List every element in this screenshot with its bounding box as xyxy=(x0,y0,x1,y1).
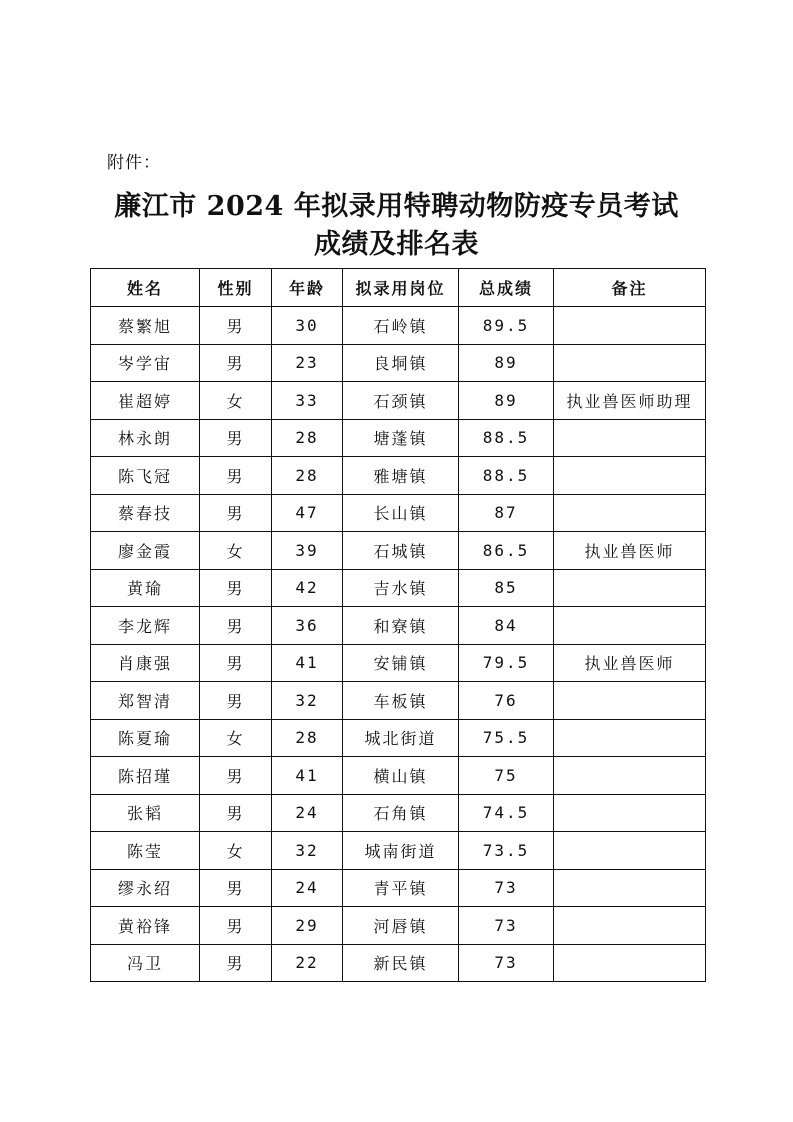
table-row xyxy=(91,457,706,495)
cell-gender: 女 xyxy=(200,719,272,757)
cell-post: 和寮镇 xyxy=(343,607,459,645)
cell-post: 雅塘镇 xyxy=(343,457,459,495)
table-row xyxy=(91,719,706,757)
cell-score: 88.5 xyxy=(459,419,554,457)
cell-note: 执业兽医师助理 xyxy=(554,382,706,420)
cell-score: 73.5 xyxy=(459,832,554,870)
cell-note xyxy=(554,794,706,832)
cell-note xyxy=(554,607,706,645)
cell-age: 24 xyxy=(272,794,343,832)
cell-gender: 女 xyxy=(200,382,272,420)
cell-note xyxy=(554,719,706,757)
cell-gender: 男 xyxy=(200,457,272,495)
cell-score: 76 xyxy=(459,682,554,720)
document-title-line1: 廉江市 2024 年拟录用特聘动物防疫专员考试 xyxy=(114,191,679,222)
attachment-label: 附件： xyxy=(107,153,161,173)
cell-age: 22 xyxy=(272,944,343,982)
cell-score: 87 xyxy=(459,494,554,532)
cell-note xyxy=(554,907,706,945)
cell-name: 李龙辉 xyxy=(91,607,200,645)
table-row xyxy=(91,907,706,945)
cell-age: 30 xyxy=(272,307,343,345)
document-title-line2: 成绩及排名表 xyxy=(314,229,479,260)
cell-post: 长山镇 xyxy=(343,494,459,532)
cell-gender: 男 xyxy=(200,644,272,682)
cell-name: 黄裕锋 xyxy=(91,907,200,945)
cell-note xyxy=(554,869,706,907)
cell-note xyxy=(554,944,706,982)
cell-age: 28 xyxy=(272,419,343,457)
cell-gender: 男 xyxy=(200,757,272,795)
cell-age: 41 xyxy=(272,644,343,682)
cell-name: 陈莹 xyxy=(91,832,200,870)
cell-gender: 男 xyxy=(200,307,272,345)
cell-post: 车板镇 xyxy=(343,682,459,720)
cell-name: 缪永绍 xyxy=(91,869,200,907)
cell-name: 张韬 xyxy=(91,794,200,832)
cell-name: 冯卫 xyxy=(91,944,200,982)
cell-age: 33 xyxy=(272,382,343,420)
cell-post: 石城镇 xyxy=(343,532,459,570)
cell-post: 河唇镇 xyxy=(343,907,459,945)
cell-name: 陈招瑾 xyxy=(91,757,200,795)
cell-note xyxy=(554,494,706,532)
cell-note xyxy=(554,419,706,457)
cell-post: 安铺镇 xyxy=(343,644,459,682)
cell-gender: 男 xyxy=(200,794,272,832)
cell-post: 青平镇 xyxy=(343,869,459,907)
cell-post: 城北街道 xyxy=(343,719,459,757)
cell-age: 39 xyxy=(272,532,343,570)
column-header-age: 年龄 xyxy=(272,269,343,307)
cell-name: 黄瑜 xyxy=(91,569,200,607)
cell-note xyxy=(554,344,706,382)
cell-name: 蔡繁旭 xyxy=(91,307,200,345)
cell-gender: 男 xyxy=(200,682,272,720)
column-header-score: 总成绩 xyxy=(459,269,554,307)
table-row xyxy=(91,644,706,682)
cell-gender: 男 xyxy=(200,419,272,457)
column-header-note: 备注 xyxy=(554,269,706,307)
cell-score: 89.5 xyxy=(459,307,554,345)
cell-name: 崔超婷 xyxy=(91,382,200,420)
cell-gender: 女 xyxy=(200,832,272,870)
cell-score: 88.5 xyxy=(459,457,554,495)
table-row xyxy=(91,532,706,570)
table-row xyxy=(91,757,706,795)
cell-gender: 男 xyxy=(200,869,272,907)
cell-gender: 男 xyxy=(200,944,272,982)
score-ranking-table xyxy=(90,268,706,982)
cell-note xyxy=(554,569,706,607)
cell-name: 肖康强 xyxy=(91,644,200,682)
cell-gender: 女 xyxy=(200,532,272,570)
cell-post: 石角镇 xyxy=(343,794,459,832)
cell-name: 陈飞冠 xyxy=(91,457,200,495)
cell-post: 新民镇 xyxy=(343,944,459,982)
column-header-name: 姓名 xyxy=(91,269,200,307)
cell-name: 林永朗 xyxy=(91,419,200,457)
cell-post: 良垌镇 xyxy=(343,344,459,382)
cell-age: 32 xyxy=(272,682,343,720)
table-row xyxy=(91,607,706,645)
cell-note xyxy=(554,832,706,870)
table-row xyxy=(91,869,706,907)
cell-score: 86.5 xyxy=(459,532,554,570)
cell-age: 28 xyxy=(272,457,343,495)
cell-post: 石颈镇 xyxy=(343,382,459,420)
cell-post: 横山镇 xyxy=(343,757,459,795)
cell-gender: 男 xyxy=(200,607,272,645)
column-header-post: 拟录用岗位 xyxy=(343,269,459,307)
table-row xyxy=(91,344,706,382)
cell-age: 42 xyxy=(272,569,343,607)
cell-note xyxy=(554,457,706,495)
cell-score: 89 xyxy=(459,344,554,382)
cell-score: 73 xyxy=(459,907,554,945)
table-row xyxy=(91,682,706,720)
cell-post: 吉水镇 xyxy=(343,569,459,607)
cell-age: 23 xyxy=(272,344,343,382)
table-row xyxy=(91,832,706,870)
cell-age: 47 xyxy=(272,494,343,532)
table-row xyxy=(91,794,706,832)
table-row xyxy=(91,944,706,982)
cell-name: 蔡春技 xyxy=(91,494,200,532)
cell-name: 郑智清 xyxy=(91,682,200,720)
column-header-gender: 性别 xyxy=(200,269,272,307)
cell-score: 73 xyxy=(459,944,554,982)
cell-score: 74.5 xyxy=(459,794,554,832)
cell-age: 24 xyxy=(272,869,343,907)
cell-age: 41 xyxy=(272,757,343,795)
cell-gender: 男 xyxy=(200,494,272,532)
cell-note xyxy=(554,757,706,795)
cell-age: 32 xyxy=(272,832,343,870)
cell-note: 执业兽医师 xyxy=(554,532,706,570)
cell-note: 执业兽医师 xyxy=(554,644,706,682)
cell-gender: 男 xyxy=(200,569,272,607)
table-row xyxy=(91,382,706,420)
cell-note xyxy=(554,307,706,345)
table-row xyxy=(91,494,706,532)
cell-score: 75.5 xyxy=(459,719,554,757)
table-row xyxy=(91,419,706,457)
cell-age: 28 xyxy=(272,719,343,757)
cell-score: 89 xyxy=(459,382,554,420)
cell-age: 36 xyxy=(272,607,343,645)
cell-name: 岑学宙 xyxy=(91,344,200,382)
table-row xyxy=(91,569,706,607)
table-header-row xyxy=(91,269,706,307)
cell-score: 79.5 xyxy=(459,644,554,682)
cell-age: 29 xyxy=(272,907,343,945)
cell-name: 廖金霞 xyxy=(91,532,200,570)
cell-post: 塘蓬镇 xyxy=(343,419,459,457)
cell-score: 85 xyxy=(459,569,554,607)
cell-note xyxy=(554,682,706,720)
cell-gender: 男 xyxy=(200,907,272,945)
cell-score: 84 xyxy=(459,607,554,645)
cell-name: 陈夏瑜 xyxy=(91,719,200,757)
cell-gender: 男 xyxy=(200,344,272,382)
cell-score: 73 xyxy=(459,869,554,907)
cell-post: 石岭镇 xyxy=(343,307,459,345)
table-row xyxy=(91,307,706,345)
cell-score: 75 xyxy=(459,757,554,795)
cell-post: 城南街道 xyxy=(343,832,459,870)
